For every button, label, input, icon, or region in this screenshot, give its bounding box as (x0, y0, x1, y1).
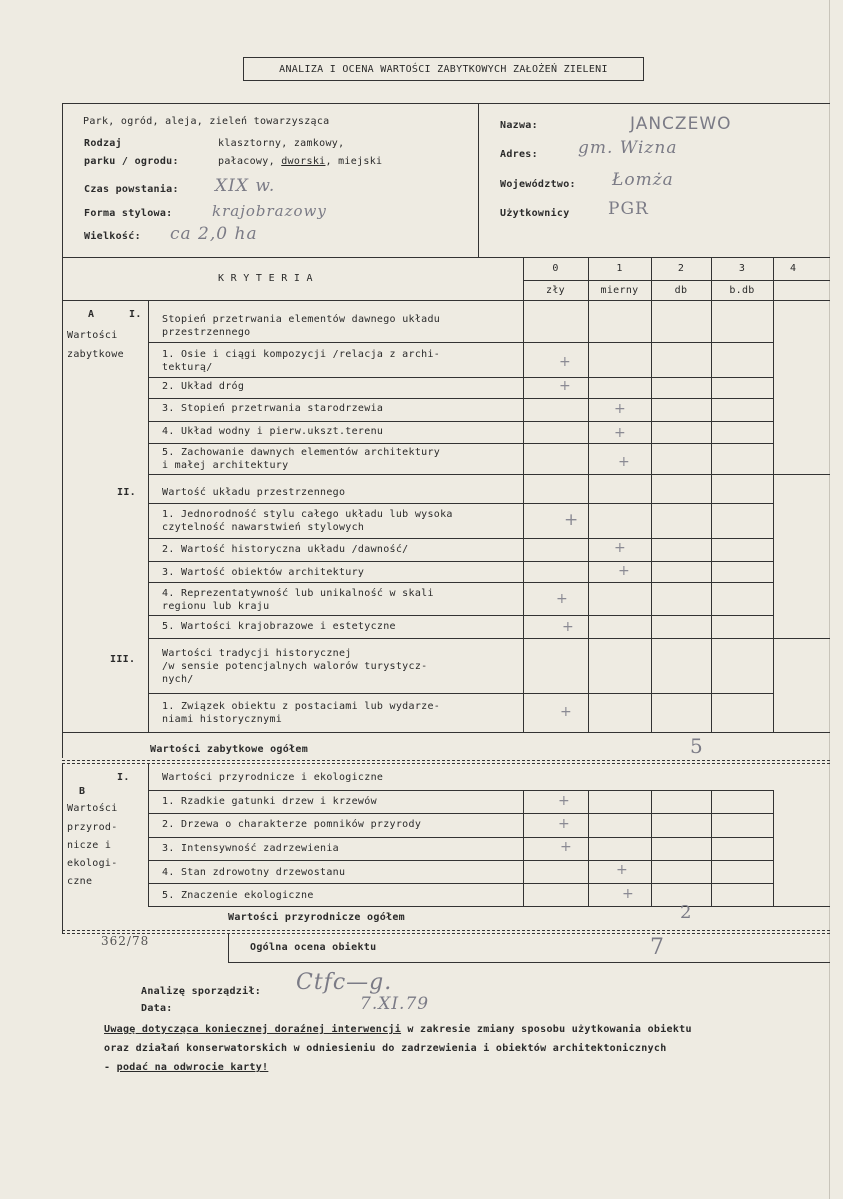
b-col-divider-1 (588, 790, 589, 906)
group-1-title-b: przetrwania (212, 314, 283, 325)
b-item-1: 1. Rzadkie gatunki drzew i krzewów (162, 796, 377, 807)
col-label-2: db (674, 285, 688, 296)
g1-item-2-mark: + (559, 378, 571, 394)
adres-label: Adres: (500, 149, 538, 160)
section-b-title: Wartości przyrodnicze i ekologiczne (162, 772, 384, 783)
g1-item-3: 3. Stopień przetrwania starodrzewia (162, 403, 384, 414)
section-b-label-1: Wartości (67, 803, 118, 814)
type-line: Park, ogród, aleja, zieleń towarzysząca (83, 116, 330, 127)
dashed-separator-4 (62, 933, 830, 934)
g2-item-5-mark: + (562, 619, 574, 635)
col-divider-2 (651, 257, 652, 732)
nazwa-label: Nazwa: (500, 120, 538, 131)
frame-top (62, 103, 830, 104)
row-line (148, 474, 830, 475)
b-item-4: 4. Stan zdrowotny drzewostanu (162, 867, 346, 878)
col-divider-0 (523, 257, 524, 732)
g2-item-1-l1: 1. Jednorodność stylu całego układu lub wysoka (162, 509, 453, 520)
dashed-separator (62, 760, 830, 761)
group-2-num: II. (117, 487, 136, 498)
g1-item-2: 2. Układ dróg (162, 381, 245, 392)
section-b-num: I. (117, 772, 130, 783)
g2-item-4-mark: + (556, 591, 568, 607)
section-a-label-1: Wartości (67, 330, 118, 341)
wielkosc-value: ca 2,0 ha (170, 224, 258, 244)
b-item-5-mark: + (622, 886, 634, 902)
note-underlined: Uwagę dotycząca koniecznej doraźnej interwencji (104, 1024, 402, 1035)
page-edge (829, 0, 830, 1199)
group-1-num: I. (129, 309, 142, 320)
rodzaj-label-2: parku / ogrodu: (84, 156, 179, 167)
label-column-divider (148, 300, 149, 732)
row-line (148, 813, 773, 814)
group-1-title-c: elementów dawnego układu (282, 314, 441, 325)
wielkosc-label: Wielkość: (84, 231, 141, 242)
row-line (62, 732, 830, 733)
forma-value: krajobrazowy (212, 202, 327, 220)
row-line (148, 342, 773, 343)
group-1-title (162, 314, 440, 325)
g3-item-1-l1: 1. Związek obiektu z postaciami lub wydarze- (162, 701, 441, 712)
opt-palacowy: pałacowy, (218, 156, 282, 167)
g1-item-3-mark: + (614, 401, 626, 417)
rodzaj-options-2 (218, 156, 382, 167)
col-num-2: 2 (677, 263, 685, 274)
header-bottom-line (62, 300, 830, 301)
dashed-separator-2 (62, 763, 830, 764)
total-b-label: Wartości przyrodnicze ogółem (228, 912, 405, 923)
g3-item-1-mark: + (560, 704, 572, 720)
col-num-3: 3 (738, 263, 746, 274)
g1-item-1-l1: 1. Osie i ciągi kompozycji /relacja z archi- (162, 349, 441, 360)
document-title: ANALIZA I OCENA WARTOŚCI ZABYTKOWYCH ZAŁOŻEŃ ZIELENI (243, 57, 644, 81)
col-divider-3 (711, 257, 712, 732)
overall-value: 7 (650, 935, 665, 960)
opt-dworski: dworski (281, 156, 326, 167)
col-num-0: 0 (552, 263, 559, 274)
section-b-left-line (62, 763, 63, 933)
rodzaj-label: Rodzaj (84, 138, 122, 149)
row-line (148, 615, 773, 616)
date-value: 7.XI.79 (360, 994, 430, 1014)
total-b-value: 2 (680, 902, 693, 923)
row-line (148, 638, 830, 639)
col-divider-1 (588, 257, 589, 732)
b-item-2: 2. Drzewa o charakterze pomników przyrody (162, 819, 422, 830)
dashed-separator-3 (62, 930, 830, 931)
group-3-num: III. (110, 654, 136, 665)
b-col-divider-2 (651, 790, 652, 906)
note-line-2: oraz działań konserwatorskich w odniesieniu do zadrzewienia i obiektów architektonicznych (104, 1043, 667, 1054)
row-line (148, 377, 773, 378)
g1-item-4-mark: + (614, 425, 626, 441)
row-line (148, 561, 773, 562)
section-b-label-4: ekologi- (67, 858, 118, 869)
row-line (148, 837, 773, 838)
uzytkownicy-value: PGR (608, 199, 649, 219)
b-col-divider-3 (711, 790, 712, 906)
g1-item-4: 4. Układ wodny i pierw.ukszt.terenu (162, 426, 384, 437)
header-top-line (62, 257, 830, 258)
info-divider (478, 103, 479, 257)
g1-item-1-l2: tekturą/ (162, 362, 213, 373)
row-line (148, 883, 773, 884)
wojewodztwo-value: Łomża (612, 170, 674, 190)
col-num-1: 1 (616, 263, 623, 274)
b-col-divider-4 (773, 790, 774, 906)
row-line (148, 582, 773, 583)
section-a-letter: A (88, 309, 95, 320)
note-dash: - (104, 1062, 117, 1073)
row-line (148, 398, 773, 399)
section-a-label-2: zabytkowe (67, 349, 124, 360)
archive-stamp: 362/78 (101, 934, 150, 948)
kryteria-header: K R Y T E R I A (218, 273, 313, 284)
note-rest: w zakresie zmiany sposobu użytkowania obiektu (401, 1024, 692, 1035)
frame-left (62, 103, 63, 758)
group-1-title-a: Stopień (162, 314, 213, 325)
wojewodztwo-label: Województwo: (500, 179, 576, 190)
b-item-3: 3. Intensywność zadrzewienia (162, 843, 339, 854)
g2-item-1-mark: + (564, 510, 579, 530)
total-a-label: Wartości zabytkowe ogółem (150, 744, 309, 755)
row-line (148, 421, 773, 422)
row-line (148, 860, 773, 861)
group-3-title-1: Wartości tradycji historycznej (162, 648, 352, 659)
opt-miejski: , miejski (325, 156, 383, 167)
g3-item-1-l2: niami historycznymi (162, 714, 283, 725)
col-label-1: mierny (600, 285, 639, 296)
g2-item-1-l2: czytelność nawarstwień stylowych (162, 522, 365, 533)
note-line-3 (104, 1062, 268, 1073)
g2-item-4-l2: regionu lub kraju (162, 601, 270, 612)
b-item-1-mark: + (558, 793, 570, 809)
analyst-label: Analizę sporządził: (141, 986, 262, 997)
note-line-1 (104, 1024, 692, 1035)
row-line (148, 503, 773, 504)
adres-value: gm. Wizna (578, 138, 678, 158)
col-num-4: 4 (790, 263, 797, 274)
czas-value: XIX w. (215, 176, 276, 196)
row-line (148, 790, 773, 791)
forma-label: Forma stylowa: (84, 208, 173, 219)
row-line (148, 693, 773, 694)
date-label: Data: (141, 1003, 173, 1014)
section-b-label-divider (148, 763, 149, 906)
section-b-label-3: nicze i (67, 840, 112, 851)
g1-item-1-mark: + (559, 354, 571, 370)
b-item-5: 5. Znaczenie ekologiczne (162, 890, 314, 901)
header-mid-line (523, 280, 830, 281)
uzytkownicy-label: Użytkownicy (500, 208, 570, 219)
group-1-title-2: przestrzennego (162, 327, 251, 338)
g2-item-3-mark: + (618, 563, 630, 579)
row-line (148, 443, 773, 444)
b-item-2-mark: + (558, 816, 570, 832)
g2-item-2: 2. Wartość historyczna układu /dawność/ (162, 544, 409, 555)
g1-item-5-mark: + (618, 454, 630, 470)
col-label-0: zły (546, 285, 565, 296)
row-line (148, 538, 773, 539)
g2-item-5: 5. Wartości krajobrazowe i estetyczne (162, 621, 396, 632)
b-item-3-mark: + (560, 839, 572, 855)
b-col-divider-0 (523, 790, 524, 906)
col-divider-4 (773, 257, 774, 732)
czas-label: Czas powstania: (84, 184, 179, 195)
row-line (148, 906, 830, 907)
overall-left-line (228, 933, 229, 963)
overall-bottom-line (228, 962, 830, 963)
g1-item-5-l1: 5. Zachowanie dawnych elementów architektury (162, 447, 441, 458)
section-b-label-5: czne (67, 876, 93, 887)
analyst-signature: Ctfc—g. (296, 970, 393, 995)
section-b-letter: B (79, 786, 86, 797)
col-label-3: b.db (729, 285, 755, 296)
g2-item-2-mark: + (614, 540, 626, 556)
g1-item-5-l2: i małej architektury (162, 460, 289, 471)
group-3-title-2: /w sensie potencjalnych walorów turystycz- (162, 661, 428, 672)
rodzaj-options-1: klasztorny, zamkowy, (218, 138, 345, 149)
g2-item-4-l1: 4. Reprezentatywność lub unikalność w skali (162, 588, 434, 599)
g2-item-3: 3. Wartość obiektów architektury (162, 567, 365, 578)
note-reverse: podać na odwrocie karty! (116, 1062, 269, 1073)
overall-label: Ogólna ocena obiektu (250, 942, 377, 953)
group-2-title: Wartość układu przestrzennego (162, 487, 346, 498)
b-item-4-mark: + (616, 862, 628, 878)
nazwa-value: JANCZEWO (630, 114, 732, 134)
total-a-value: 5 (690, 734, 704, 758)
group-3-title-3: nych/ (162, 674, 194, 685)
section-b-label-2: przyrod- (67, 822, 118, 833)
